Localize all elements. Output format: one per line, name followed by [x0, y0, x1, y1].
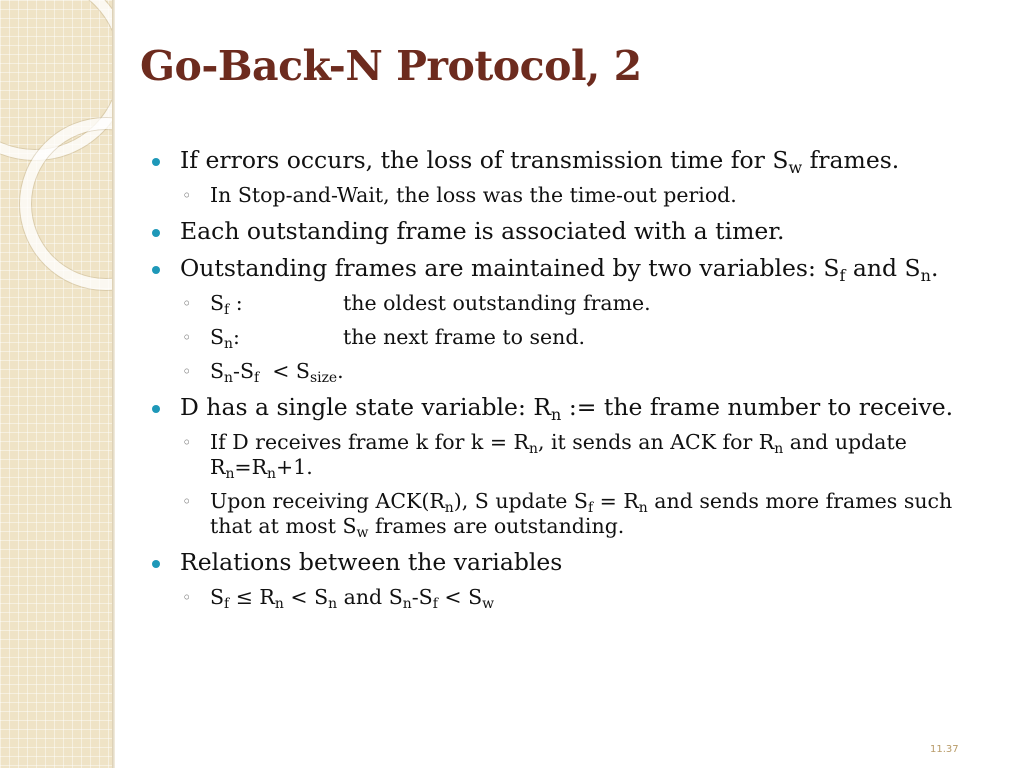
- sub-bullet-relations-formula: ◦ $S_f \le R_n < S_n$ and $S_n-S_f < S_w$: [150, 585, 990, 610]
- sub-bullet-stop-and-wait: ◦ In Stop-and-Wait, the loss was the time-out period.: [150, 183, 990, 208]
- sub-bullet-window-size: ◦ $S_n-S_f < S_{size}$.: [150, 359, 990, 384]
- slide-body: [150, 146, 990, 619]
- bullet-relations: Relations between the variables: [150, 548, 990, 577]
- bullet-two-variables: Outstanding frames are maintained by two variables: $S_f$ and $S_n$.: [150, 254, 990, 283]
- sub-bullet-sender-update: ◦ Upon receiving $ACK(R_n)$, S update $S_f = R_n$ and sends more frames such that at most $S_w$ frames are outstanding.: [150, 489, 990, 539]
- sidebar-divider: [112, 0, 115, 768]
- sub-bullet-sf-definition: [150, 291, 990, 319]
- sn-description: the next frame to send.: [343, 325, 586, 349]
- bullet-errors-loss: If errors occurs, the loss of transmission time for $S_w$ frames.: [150, 146, 990, 175]
- sf-label: ◦ $S_f$ :: [210, 291, 243, 319]
- sub-bullet-sn-definition: [150, 325, 990, 353]
- sub-bullet-receiver-ack: ◦ If D receives frame k for $k = R_n$, it sends an ACK for $R_n$ and update $R_n=R_n+1$.: [150, 430, 990, 480]
- sf-description: the oldest outstanding frame.: [343, 291, 651, 315]
- slide-title: Go-Back-N Protocol, 2: [140, 42, 642, 90]
- slide-number: 11.37: [930, 744, 959, 755]
- bullet-timer: Each outstanding frame is associated with a timer.: [150, 217, 990, 246]
- sn-label: ◦ $S_n$:: [210, 325, 240, 353]
- decorative-sidebar: [0, 0, 112, 768]
- bullet-receiver-state: D has a single state variable: $R_n$ := the frame number to receive.: [150, 393, 990, 422]
